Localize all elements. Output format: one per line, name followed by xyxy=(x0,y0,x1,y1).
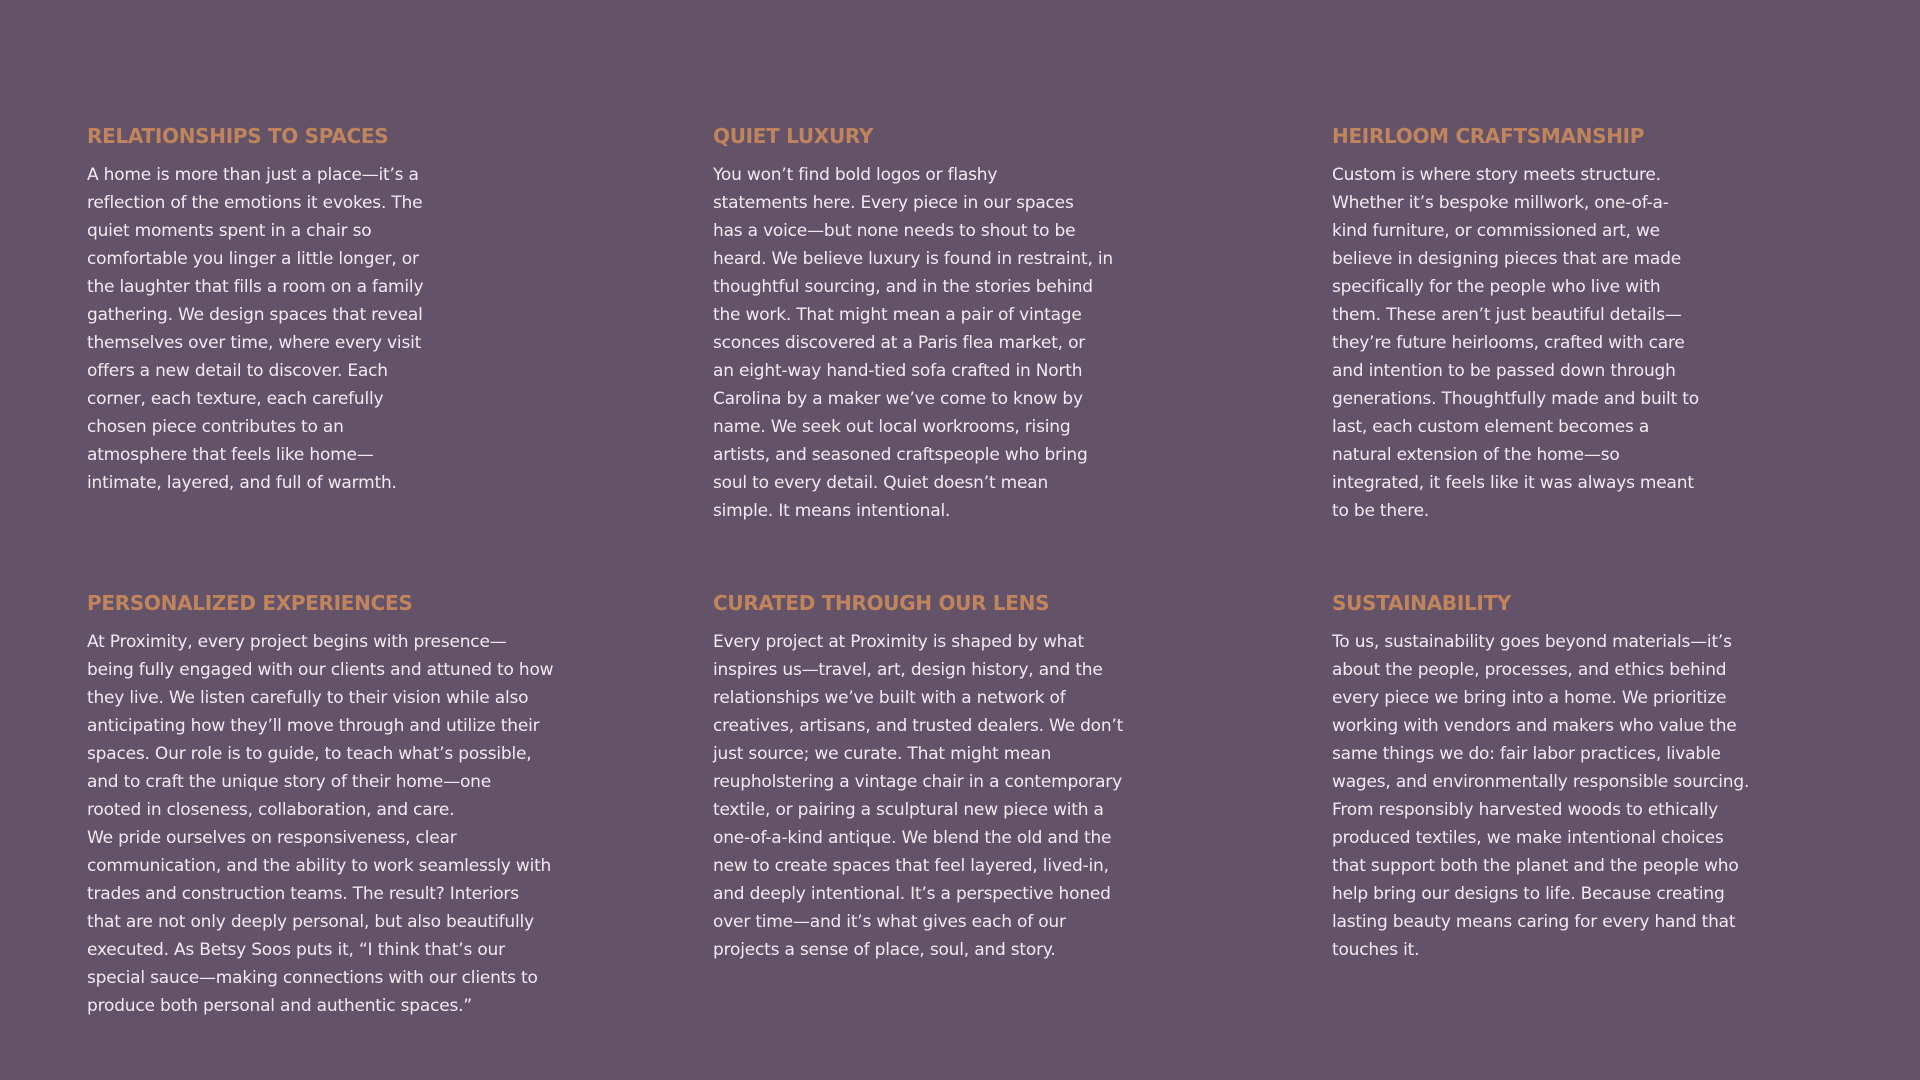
section-title: QUIET LUXURY xyxy=(713,124,874,148)
section-title: SUSTAINABILITY xyxy=(1332,591,1512,615)
section-curated-through-our-lens xyxy=(713,590,1253,964)
section-title: HEIRLOOM CRAFTSMANSHIP xyxy=(1332,124,1645,148)
section-sustainability xyxy=(1332,590,1892,964)
section-body: Custom is where story meets structure. Whether it’s bespoke millwork, one-of-a- kind furniture, or commissioned art, we believe in designing pieces that are made specifically for the people who live with them. These aren’t just beautiful details— they’re future heirlooms, crafted with care and intention to be passed down through generations. Thoughtfully made and built to last, each custom element becomes a natural extension of the home—so integrated, it feels like it was always meant to be there. xyxy=(1332,165,1699,521)
section-personalized-experiences xyxy=(87,590,667,1020)
section-body: Every project at Proximity is shaped by what inspires us—travel, art, design history, and the relationships we’ve built with a network of creatives, artisans, and trusted dealers. We don’t just source; we curate. That might mean reupholstering a vintage chair in a contemporary textile, or pairing a sculptural new piece with a one-of-a-kind antique. We blend the old and the new to create spaces that feel layered, lived-in, and deeply intentional. It’s a perspective honed over time—and it’s what gives each of our projects a sense of place, soul, and story. xyxy=(713,632,1124,960)
section-quiet-luxury xyxy=(713,123,1213,525)
section-body: To us, sustainability goes beyond materials—it’s about the people, processes, and ethics behind every piece we bring into a home. We prioritize working with vendors and makers who value the same things we do: fair labor practices, livable wages, and environmentally responsible sourcing. From responsibly harvested woods to ethically produced textiles, we make intentional choices that support both the planet and the people who help bring our designs to life. Because creating lasting beauty means caring for every hand that touches it. xyxy=(1332,632,1750,960)
section-title: CURATED THROUGH OUR LENS xyxy=(713,591,1050,615)
section-body: A home is more than just a place—it’s a reflection of the emotions it evokes. The quiet moments spent in a chair so comfortable you linger a little longer, or the laughter that fills a room on a family gathering. We design spaces that reveal themselves over time, where every visit offers a new detail to discover. Each corner, each texture, each carefully chosen piece contributes to an atmosphere that feels like home— intimate, layered, and full of warmth. xyxy=(87,165,424,493)
section-heirloom-craftsmanship xyxy=(1332,123,1852,525)
section-body: At Proximity, every project begins with presence— being fully engaged with our clients and attuned to how they live. We listen carefully to their vision while also anticipating how they’ll move through and utilize their spaces. Our role is to guide, to teach what’s possible, and to craft the unique story of their home—one rooted in closeness, collaboration, and care. We pride ourselves on responsiveness, clear communication, and the ability to work seamlessly with trades and construction teams. The result? Interiors that are not only deeply personal, but also beautifully executed. As Betsy Soos puts it, “I think that’s our special sauce—making connections with our clients to produce both personal and authentic spaces.” xyxy=(87,632,554,1016)
section-relationships-to-spaces xyxy=(87,123,507,497)
section-body: You won’t find bold logos or flashy statements here. Every piece in our spaces has a voice—but none needs to shout to be heard. We believe luxury is found in restraint, in thoughtful sourcing, and in the stories behind the work. That might mean a pair of vintage sconces discovered at a Paris flea market, or an eight-way hand-tied sofa crafted in North Carolina by a maker we’ve come to know by name. We seek out local workrooms, rising artists, and seasoned craftspeople who bring soul to every detail. Quiet doesn’t mean simple. It means intentional. xyxy=(713,165,1113,521)
section-title: PERSONALIZED EXPERIENCES xyxy=(87,591,413,615)
section-title: RELATIONSHIPS TO SPACES xyxy=(87,124,389,148)
